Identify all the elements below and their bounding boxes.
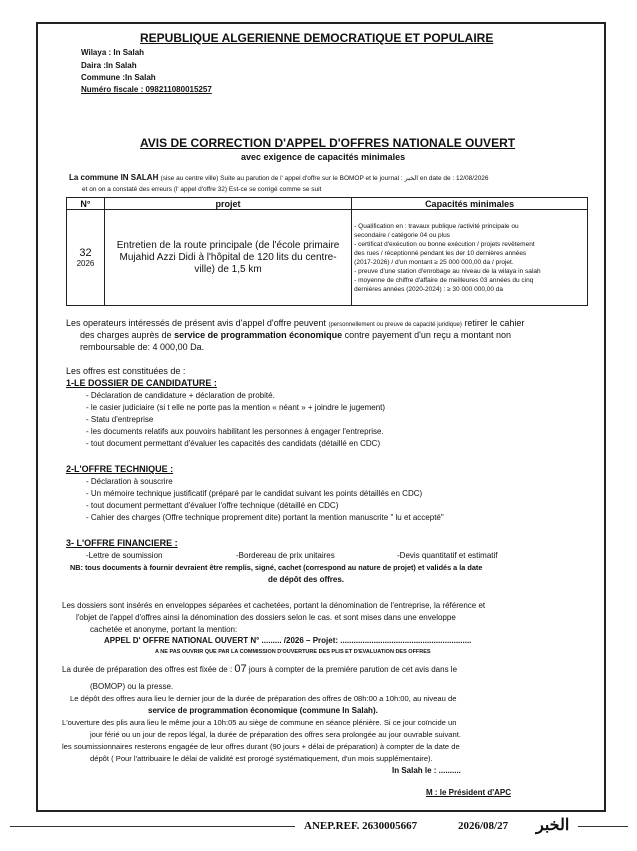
capacity-item: - Qualification en : travaux publique /activité principale ou xyxy=(354,222,519,230)
row-number-cell xyxy=(67,210,105,306)
daira-line: Daira :In Salah xyxy=(81,61,137,70)
capacity-item: (2017-2026) / d'un montant ≥ 25 000 000,00 da / projet. xyxy=(354,258,514,266)
row-number: 32 xyxy=(79,247,92,259)
para1-line3: remboursable de: 4 000,00 Da. xyxy=(80,342,205,352)
para1-text: des charges auprès de xyxy=(80,330,172,340)
list-item: - Cahier des charges (Offre technique proprement dite) portant la mention manuscrite " lu et accepté" xyxy=(86,513,444,522)
wilaya-line: Wilaya : In Salah xyxy=(81,48,145,57)
para3-line1 xyxy=(62,663,457,675)
list-item: - le casier judiciaire (si t elle ne porte pas la mention « néant » + joindre le jugement) xyxy=(86,403,386,412)
row-year: 2026 xyxy=(76,259,95,268)
para3-line8: dépôt ( Pour l'attribuaire le délai de validité est prorogé systématiquement, d'un mois supplémentaire). xyxy=(90,754,433,763)
col-header-projet: projet xyxy=(104,198,351,210)
para1-text-end: contre payement d'un reçu a montant non xyxy=(344,330,511,340)
para1-service: service de programmation économique xyxy=(174,330,343,340)
intro-details: (sise au centre ville) Suite au parution de l' appel d'offre sur le BOMOP et le journal : الخبر en date de : 12/08/2026 xyxy=(160,175,489,182)
signature-line: M : le Président d'APC xyxy=(426,788,512,797)
nb-line-1: NB: tous documents à fournir devraient être remplis, signé, cachet (correspond au nature de projet) et validés a la date xyxy=(70,563,483,572)
para2-line2: l'objet de l'appel d'offres ainsi la dénomination des dossiers selon le cas. et sont mises dans une enveloppe xyxy=(76,613,456,622)
anep-reference: ANEP.REF. 2630005667 xyxy=(304,820,418,832)
capacity-item: - certificat d'exécution ou bonne exécution / projets revêtement xyxy=(354,240,535,248)
para1-note: (personnellement ou preuve de capacité juridique) xyxy=(328,322,462,328)
duration-text-end: jours à compter de la première parution de cet avis dans le xyxy=(248,665,458,674)
para1-text: Les operateurs intéressés de présent avis d'appel d'offre peuvent xyxy=(66,318,326,328)
capacity-item: - moyenne de chiffre d'affaire de meilleures 03 années du cinq xyxy=(354,276,534,284)
para1-text-end: retirer le cahier xyxy=(464,318,525,328)
list-item: - tout document permettant d'évaluer l'offre technique (détaillé en CDC) xyxy=(86,501,339,510)
para2-mention: APPEL D' OFFRE NATIONAL OUVERT N° ......... /2026 – Projet: ........................................................... xyxy=(104,636,472,645)
list-item: - les documents relatifs aux pouvoirs habilitant les personnes à engager l'entreprise. xyxy=(86,427,384,436)
para1-line1 xyxy=(66,318,524,328)
list-item: - Statu d'entreprise xyxy=(86,415,154,424)
intro-line-1 xyxy=(69,173,489,182)
commune-line: Commune :In Salah xyxy=(81,73,156,82)
para3-line4: service de programmation économique (commune In Salah). xyxy=(148,706,378,715)
fiscal-number: Numéro fiscale : 098211080015257 xyxy=(81,85,212,94)
section1-title: 1-LE DOSSIER DE CANDIDATURE : xyxy=(66,378,217,388)
capacity-item: - preuve d'une station d'enrobage au niveau de la wilaya in salah xyxy=(354,267,541,275)
notice-subtitle: avec exigence de capacités minimales xyxy=(241,152,406,162)
col-header-num: N° xyxy=(67,198,105,210)
intro-line-2: et on on a constaté des erreurs (l' appel d'offre 32) Est-ce se corrigé comme se suit xyxy=(82,186,322,193)
para3-line5: L'ouverture des plis aura lieu le même jour a 10h:05 au siège de commune en séance plénière. Si ce jour coïncide un xyxy=(62,718,457,727)
list-item: -Bordereau de prix unitaires xyxy=(236,551,335,560)
list-item: - Déclaration à souscrire xyxy=(86,477,173,486)
section3-title: 3- L'OFFRE FINANCIERE : xyxy=(66,538,178,548)
para2-line3: cachetée et anonyme, portant la mention: xyxy=(90,625,238,634)
footer-rule-right xyxy=(578,826,628,827)
para3-line6: jour férié ou un jour de repos légal, la durée de préparation des offres sera prolongée au jour ouvrable suivant. xyxy=(90,730,461,739)
footer-date: 2026/08/27 xyxy=(458,820,509,832)
capacity-item: secondaire / catégorie 04 ou plus xyxy=(354,231,450,239)
newspaper-logo: الخبر xyxy=(536,817,570,834)
col-header-caps: Capacités minimales xyxy=(352,198,588,210)
para3-line7: les soumissionnaires resterons engagée de leur offres durant (90 jours + délai de préparation) à compter de la date de xyxy=(62,742,460,751)
list-item: - tout document permettant d'évaluer les capacités des candidats (détaillé en CDC) xyxy=(86,439,381,448)
notice-title: AVIS DE CORRECTION D'APPEL D'OFFRES NATIONALE OUVERT xyxy=(140,136,516,150)
para1-line2 xyxy=(80,330,511,340)
para2-line1: Les dossiers sont insérés en enveloppes séparées et cachetées, portant la dénomination de l'entreprise, la référence et xyxy=(62,601,486,610)
list-item: - Déclaration de candidature + déclaration de probité. xyxy=(86,391,275,400)
para2-warning: A NE PAS OUVRIR QUE PAR LA COMMISSION D'OUVERTURE DES PLIS ET D'EVALUATION DES OFFRES xyxy=(155,649,431,655)
duration-days: 07 xyxy=(234,663,247,675)
para3-line3: Le dépôt des offres aura lieu le dernier jour de la durée de préparation des offres de 08h:00 a 10h:00, au niveau de xyxy=(70,694,457,703)
table-row xyxy=(67,210,588,306)
footer-rule-left xyxy=(10,826,295,827)
intro-commune: La commune IN SALAH xyxy=(69,173,159,182)
list-item: -Devis quantitatif et estimatif xyxy=(397,551,498,560)
place-date: In Salah le : .......... xyxy=(392,766,461,775)
capacity-item: des rues / réceptionné pendant les der 10 dernières années xyxy=(354,249,527,257)
offers-intro: Les offres est constituées de : xyxy=(66,366,186,376)
table-header-row xyxy=(67,198,588,210)
row-capacities xyxy=(352,210,588,306)
list-item: -Lettre de soumission xyxy=(86,551,163,560)
row-projet: Entretien de la route principale (de l'école primaire Mujahid Azzi Didi à l'hôpital de 120 lits du centre-ville) de 1,5 km xyxy=(104,210,351,306)
list-item: - Un mémoire technique justificatif (préparé par le candidat suivant les points détaillés en CDC) xyxy=(86,489,423,498)
para3-line2: (BOMOP) ou la presse. xyxy=(90,682,174,691)
republic-title: REPUBLIQUE ALGERIENNE DEMOCRATIQUE ET POPULAIRE xyxy=(140,31,494,45)
capacity-item: dernières années (2020-2024) : ≥ 30 000 000,00 da xyxy=(354,285,504,293)
project-table xyxy=(66,197,588,306)
nb-line-2: de dépôt des offres. xyxy=(268,575,345,584)
section2-title: 2-L'OFFRE TECHNIQUE : xyxy=(66,464,174,474)
duration-text: La durée de préparation des offres est fixée de : xyxy=(62,665,233,674)
